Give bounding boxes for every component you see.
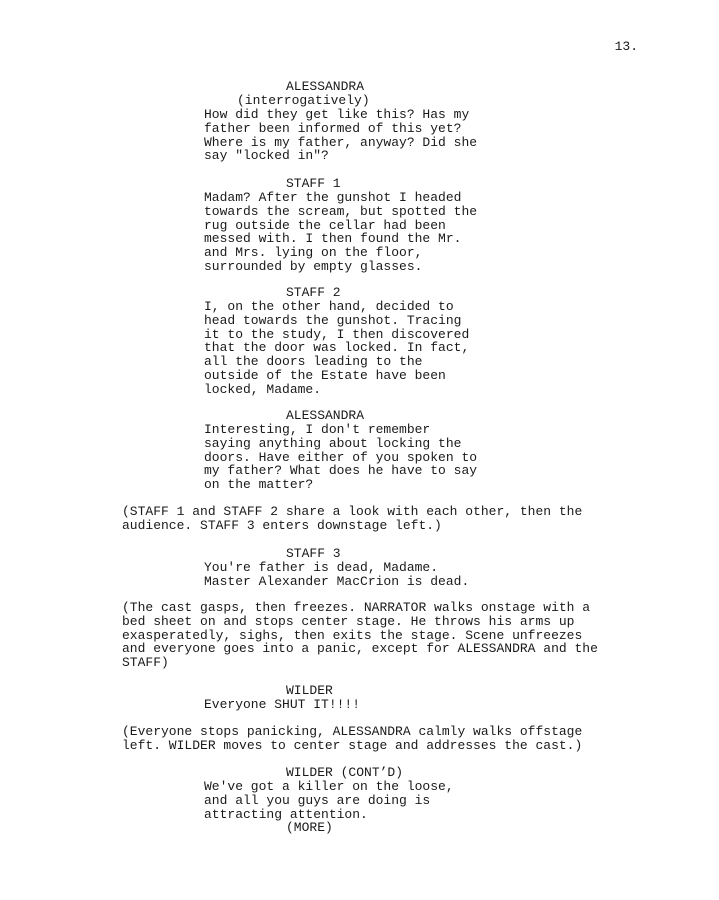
dialogue-wilder-2: We've got a killer on the loose, and all you guys are doing is attracting attention. — [204, 779, 454, 822]
action-line-2: (The cast gasps, then freezes. NARRATOR walks onstage with a bed sheet on and stops center stage. He throws his arms up exasperatedly, sighs, then exits the stage. Scene unfreezes and everyone goes into a panic, except for ALESSANDRA and the STAFF) — [122, 600, 598, 671]
more-marker: (MORE) — [286, 820, 333, 835]
dialogue-staff-3: You're father is dead, Madame. Master Alexander MacCrion is dead. — [204, 560, 470, 589]
character-name-alessandra: ALESSANDRA — [286, 79, 365, 94]
character-name-wilder: WILDER — [286, 683, 333, 698]
dialogue-alessandra-1: How did they get like this? Has my father been informed of this yet? Where is my father, anyway? Did she say "locked in"? — [204, 107, 478, 164]
dialogue-staff-2: I, on the other hand, decided to head towards the gunshot. Tracing it to the study, I then discovered that the door was locked. In fact, all the doors leading to the outside of the Estate have been locked, Madame. — [204, 299, 470, 397]
action-line-3: (Everyone stops panicking, ALESSANDRA calmly walks offstage left. WILDER moves to center stage and addresses the cast.) — [122, 724, 583, 753]
character-name-wilder-contd: WILDER (CONT’D) — [286, 765, 404, 780]
dialogue-alessandra-2: Interesting, I don't remember saying anything about locking the doors. Have either of you spoken to my father? What does he have to say on the matter? — [204, 422, 478, 493]
dialogue-staff-1: Madam? After the gunshot I headed towards the scream, but spotted the rug outside the cellar had been messed with. I then found the Mr. and Mrs. lying on the floor, surrounded by empty glasses. — [204, 190, 478, 274]
dialogue-wilder-1: Everyone SHUT IT!!!! — [204, 697, 361, 712]
character-name-staff-2: STAFF 2 — [286, 285, 341, 300]
character-name-alessandra: ALESSANDRA — [286, 408, 365, 423]
action-line-1: (STAFF 1 and STAFF 2 share a look with each other, then the audience. STAFF 3 enters downstage left.) — [122, 504, 583, 533]
parenthetical: (interrogatively) — [237, 93, 370, 108]
page-number: 13. — [614, 39, 638, 54]
character-name-staff-1: STAFF 1 — [286, 176, 341, 191]
character-name-staff-3: STAFF 3 — [286, 546, 341, 561]
